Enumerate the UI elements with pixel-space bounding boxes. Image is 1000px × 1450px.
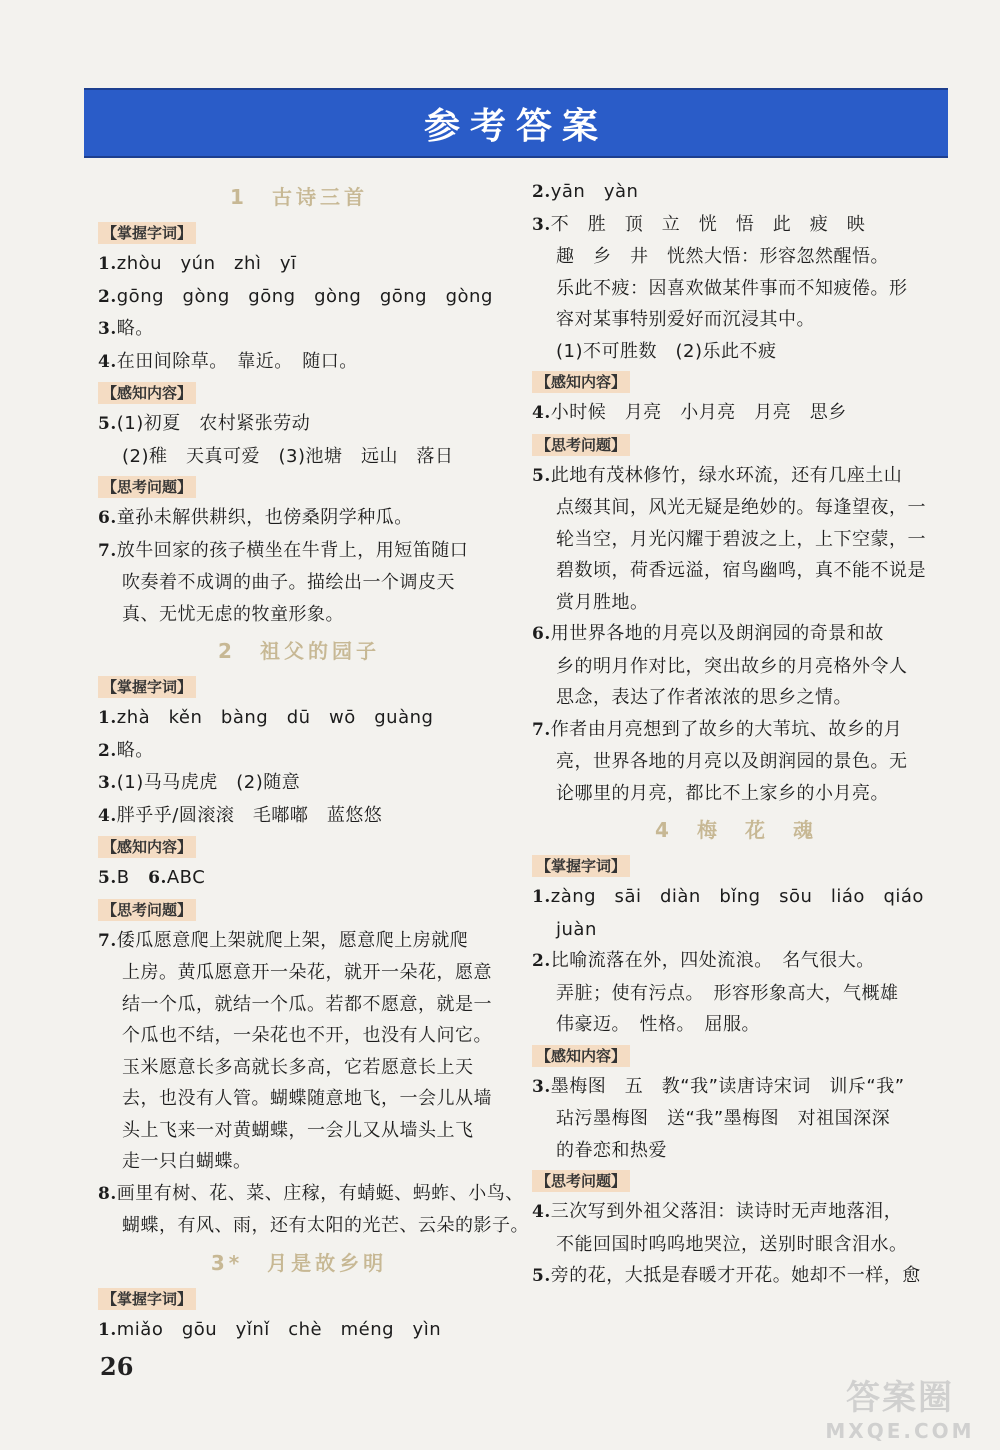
answer-text: 伟豪迈。 性格。 屈服。 xyxy=(556,1014,760,1035)
answer-text: B xyxy=(116,867,149,888)
answer-text: 赏月胜地。 xyxy=(556,591,649,613)
section-tag xyxy=(98,378,500,408)
answer-text: 比喻流落在外，四处流浪。 名气很大。 xyxy=(550,950,875,971)
answer-line xyxy=(532,587,940,619)
answer-number: 2. xyxy=(532,951,551,971)
answer-text: 轮当空，月光闪耀于碧波之上，上下空蒙，一 xyxy=(556,528,926,550)
answer-number: 8. xyxy=(98,1183,117,1204)
answer-text: 真、无忧无虑的牧童形象。 xyxy=(122,603,344,625)
answer-line xyxy=(532,1196,940,1229)
section-tag-label: 【思考问题】 xyxy=(98,899,196,921)
answer-text: 亮，世界各地的月亮以及朗润园的景色。无 xyxy=(556,751,908,772)
answer-line xyxy=(98,989,500,1021)
answer-line xyxy=(98,925,500,958)
answer-line xyxy=(532,524,940,556)
section-tag-label: 【感知内容】 xyxy=(532,1045,630,1067)
answer-number: 3. xyxy=(98,319,117,339)
answer-number: 4. xyxy=(98,351,117,372)
answer-line xyxy=(532,397,940,430)
section-title: 1 古诗三首 xyxy=(230,185,368,209)
section-tag xyxy=(98,1284,500,1314)
answer-line xyxy=(98,1314,500,1347)
answer-line xyxy=(98,346,500,379)
answer-number: 1. xyxy=(98,1319,117,1340)
answer-text: 弄脏；使有污点。 形容形象高大，气概雄 xyxy=(556,982,899,1004)
section-tag-label: 【掌握字词】 xyxy=(98,1288,196,1310)
answer-line xyxy=(532,881,940,914)
watermark-logo xyxy=(820,1370,980,1442)
answer-line xyxy=(532,651,940,683)
answer-line xyxy=(532,460,940,493)
answer-text: (1)马马虎虎 (2)随意 xyxy=(116,772,301,793)
answer-number: 7. xyxy=(98,540,117,561)
answer-line xyxy=(532,682,940,714)
answer-line xyxy=(98,767,500,800)
answer-line xyxy=(98,957,500,989)
answer-number: 6. xyxy=(98,508,117,528)
answer-text: 略。 xyxy=(116,739,154,761)
answer-text: 容对某事特别爱好而沉浸其中。 xyxy=(556,309,815,330)
answer-number: 5. xyxy=(98,414,117,434)
answer-text: 结一个瓜，就结一个瓜。若都不愿意，就是一 xyxy=(122,993,492,1015)
answer-line xyxy=(532,273,940,305)
answer-text: 胖乎乎/圆滚滚 毛嘟嘟 蓝悠悠 xyxy=(116,804,383,826)
answer-text: 论哪里的月亮，都比不上家乡的小月亮。 xyxy=(556,782,889,804)
answer-text: 不 胜 顶 立 恍 悟 此 疲 映 xyxy=(550,213,866,235)
watermark-url: MXQE.COM xyxy=(825,1418,975,1443)
answer-line xyxy=(532,746,940,778)
section-tag xyxy=(532,430,940,460)
section-title: 3* 月是故乡明 xyxy=(210,1250,388,1275)
answer-text: 上房。黄瓜愿意开一朵花，就开一朵花，愿意 xyxy=(122,962,492,983)
answer-text: 画里有树、花、菜、庄稼，有蜻蜓、蚂蚱、小鸟、 xyxy=(116,1182,524,1204)
answer-line xyxy=(98,1115,500,1147)
answer-line xyxy=(98,1052,500,1084)
answer-text: ABC xyxy=(166,867,206,888)
answer-number: 2. xyxy=(98,286,117,307)
answer-line xyxy=(98,800,500,833)
answer-number: 4. xyxy=(98,805,117,826)
answer-line xyxy=(532,336,940,368)
answer-text: 走一只白蝴蝶。 xyxy=(122,1151,252,1172)
answer-number: 5. xyxy=(98,868,117,888)
answer-number: 5. xyxy=(532,1266,551,1286)
answer-line xyxy=(532,778,940,810)
answer-text: 吹奏着不成调的曲子。描绘出一个调皮天 xyxy=(122,572,455,593)
answer-text: gōng gòng gōng gòng gōng gòng xyxy=(116,285,493,307)
answer-line xyxy=(532,176,940,209)
left-column xyxy=(98,176,529,1346)
answer-line xyxy=(532,1135,940,1167)
section-tag-label: 【思考问题】 xyxy=(98,476,196,498)
answer-line xyxy=(98,1146,500,1178)
answer-line xyxy=(532,714,940,747)
answer-text: 个瓜也不结，一朵花也不开，也没有人问它。 xyxy=(122,1025,492,1046)
answer-number: 3. xyxy=(98,773,117,793)
answer-text: 作者由月亮想到了故乡的大苇坑、故乡的月 xyxy=(550,718,903,740)
answer-text: 童孙未解供耕织，也傍桑阴学种瓜。 xyxy=(116,507,413,528)
answer-key-banner xyxy=(84,88,948,158)
answer-line xyxy=(532,492,940,524)
right-column xyxy=(532,176,940,1293)
answer-line xyxy=(532,209,940,242)
answer-text: 思念，表达了作者浓浓的思乡之情。 xyxy=(556,687,852,708)
answer-line xyxy=(532,1229,940,1261)
answer-line xyxy=(98,599,500,631)
answer-text: 趣 乡 井 恍然大悟：形容忽然醒悟。 xyxy=(556,246,889,267)
section-tag xyxy=(98,832,500,862)
answer-number: 1. xyxy=(98,708,117,728)
answer-line xyxy=(98,1178,524,1211)
answer-text: miǎo gōu yǐnǐ chè méng yìn xyxy=(116,1318,442,1340)
section-tag-label: 【掌握字词】 xyxy=(532,855,630,877)
answer-line xyxy=(532,618,940,651)
answer-line xyxy=(98,535,500,568)
answer-number: 6. xyxy=(532,624,551,644)
section-tag xyxy=(532,851,940,881)
answer-text: 旁的花，大抵是春暖才开花。她却不一样，愈 xyxy=(550,1265,921,1286)
answer-number: 5. xyxy=(532,465,551,486)
section-title: 2 祖父的园子 xyxy=(218,639,380,663)
answer-text: 的眷恋和热爱 xyxy=(556,1139,667,1161)
answer-text: zhà kěn bàng dū wō guàng xyxy=(116,707,434,728)
answer-line xyxy=(532,1009,940,1041)
page-number: 26 xyxy=(100,1352,134,1381)
section-tag xyxy=(532,367,940,397)
page-title: 参考答案 xyxy=(423,105,608,147)
answer-text: 不能回国时呜呜地哭泣，送别时眼含泪水。 xyxy=(556,1233,908,1255)
answer-text: 碧数顷，荷香远溢，宿鸟幽鸣，真不能不说是 xyxy=(556,560,926,581)
answer-line xyxy=(98,408,500,441)
section-tag xyxy=(98,895,500,925)
answer-line xyxy=(532,945,940,978)
answer-text: juàn xyxy=(556,918,597,940)
answer-number: 3. xyxy=(532,1076,551,1097)
answer-text: 头上飞来一对黄蝴蝶，一会儿又从墙头上飞 xyxy=(122,1119,474,1141)
answer-text: 在田间除草。 靠近。 随口。 xyxy=(116,350,358,372)
answer-text: zhòu yún zhì yī xyxy=(116,253,297,274)
answer-line xyxy=(532,1260,940,1293)
section-tag-label: 【感知内容】 xyxy=(98,382,196,404)
answer-number: 7. xyxy=(98,930,117,951)
answer-text: 玷污墨梅图 送“我”墨梅图 对祖国深深 xyxy=(556,1108,891,1129)
section-tag xyxy=(532,1166,940,1196)
answer-number: 2. xyxy=(532,182,551,202)
answer-line xyxy=(532,978,940,1010)
section-tag-label: 【掌握字词】 xyxy=(98,222,196,244)
answer-text: 三次写到外祖父落泪：读诗时无声地落泪， xyxy=(550,1201,903,1222)
answer-text: 玉米愿意长多高就长多高，它若愿意长上天 xyxy=(122,1056,474,1078)
answer-text: 此地有茂林修竹，绿水环流，还有几座土山 xyxy=(550,464,903,486)
answer-text: 放牛回家的孩子横坐在牛背上，用短笛随口 xyxy=(116,539,469,561)
answer-text: zàng sāi diàn bǐng sōu liáo qiáo xyxy=(550,886,924,907)
answer-line xyxy=(98,502,500,535)
answer-line xyxy=(532,914,940,946)
answer-text: 小时候 月亮 小月亮 月亮 思乡 xyxy=(550,402,847,423)
watermark-brand: 答案圈 xyxy=(846,1377,954,1418)
answer-line xyxy=(98,1083,500,1115)
answer-line xyxy=(532,241,940,273)
section-tag-label: 【掌握字词】 xyxy=(98,676,196,698)
section-tag-label: 【感知内容】 xyxy=(532,371,630,393)
answer-line xyxy=(98,281,500,314)
answer-number: 7. xyxy=(532,719,551,740)
answer-number: 6. xyxy=(148,868,167,888)
section-tag xyxy=(532,1041,940,1071)
answer-number: 2. xyxy=(98,740,117,761)
answer-text: 倭瓜愿意爬上架就爬上架，愿意爬上房就爬 xyxy=(116,929,469,951)
answer-text: 乐此不疲：因喜欢做某件事而不知疲倦。形 xyxy=(556,277,908,299)
answer-line xyxy=(98,1210,529,1242)
answer-line xyxy=(532,555,940,587)
section-tag xyxy=(98,672,500,702)
section-tag-label: 【感知内容】 xyxy=(98,836,196,858)
answer-text: (1)初夏 农村紧张劳动 xyxy=(116,413,311,434)
section-tag-label: 【思考问题】 xyxy=(532,434,630,456)
answer-text: 去，也没有人管。蝴蝶随意地飞，一会儿从墙 xyxy=(122,1088,492,1109)
section-tag xyxy=(98,218,500,248)
answer-number: 4. xyxy=(532,403,551,423)
answer-number: 1. xyxy=(98,254,117,274)
answer-text: 点缀其间，风光无疑是绝妙的。每逢望夜，一 xyxy=(556,497,926,518)
answer-text: 墨梅图 五 教“我”读唐诗宋词 训斥“我” xyxy=(550,1075,905,1097)
answer-number: 1. xyxy=(532,887,551,907)
answer-number: 4. xyxy=(532,1202,551,1222)
answer-line xyxy=(98,862,500,895)
answer-line xyxy=(98,313,500,346)
answer-text: 用世界各地的月亮以及朗润园的奇景和故 xyxy=(550,623,884,644)
section-tag-label: 【思考问题】 xyxy=(532,1170,630,1192)
answer-text: 蝴蝶，有风、雨，还有太阳的光芒、云朵的影子。 xyxy=(122,1215,529,1236)
section-tag xyxy=(98,472,500,502)
answer-line xyxy=(98,441,500,473)
answer-line xyxy=(532,1071,940,1104)
answer-text: yān yàn xyxy=(550,181,639,202)
answer-number: 3. xyxy=(532,214,551,235)
answer-text: 略。 xyxy=(116,318,154,339)
answer-line xyxy=(98,735,500,768)
answer-line xyxy=(98,1020,500,1052)
answer-text: (2)稚 天真可爱 (3)池塘 远山 落日 xyxy=(122,445,454,467)
answer-line xyxy=(98,702,500,735)
answer-line xyxy=(532,1103,940,1135)
answer-line xyxy=(98,567,500,599)
section-title: 4 梅 花 魂 xyxy=(655,818,817,842)
answer-text: (1)不可胜数 (2)乐此不疲 xyxy=(556,340,777,362)
answer-line xyxy=(98,248,500,281)
answer-text: 乡的明月作对比，突出故乡的月亮格外令人 xyxy=(556,655,908,677)
answer-line xyxy=(532,304,940,336)
